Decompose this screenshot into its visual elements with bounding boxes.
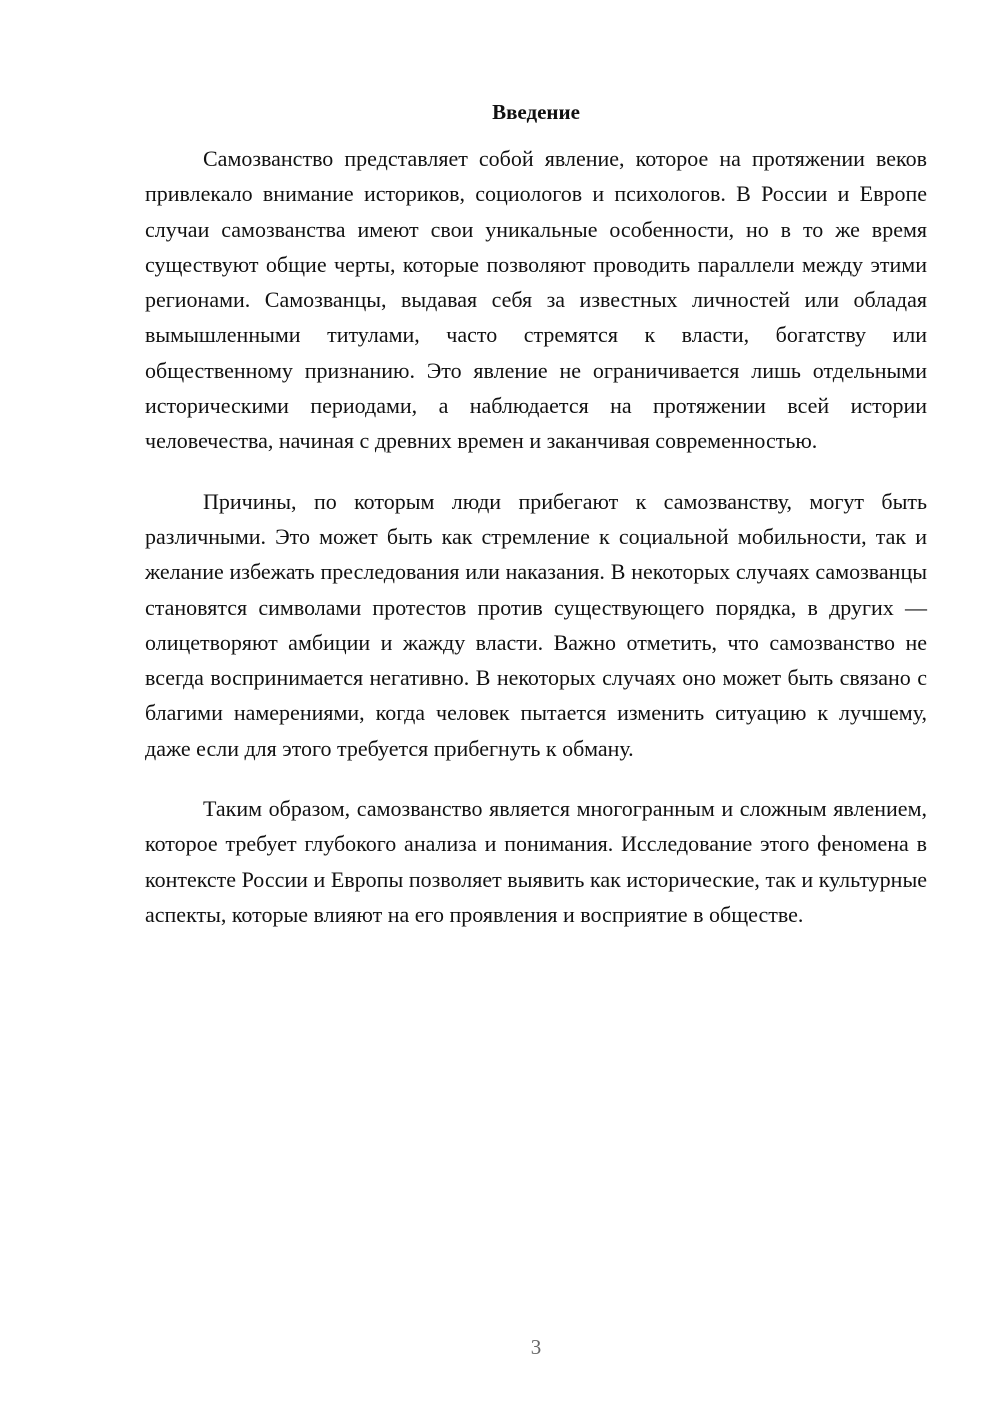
paragraph-3: Таким образом, самозванство является многогранным и сложным явлением, которое требует глубокого анализа и понимания. Исследование этого феномена в контексте России и Европы позволяет выявить как исторические, так и культурные аспекты, которые влияют на его проявления и восприятие в обществе. bbox=[145, 796, 927, 927]
paragraph-2: Причины, по которым люди прибегают к самозванству, могут быть различными. Это может быть как стремление к социальной мобильности, так и желание избежать преследования или наказания. В некоторых случаях самозванцы становятся символами протестов против существующего порядка, в других — олицетворяют амбиции и жажду власти. Важно отметить, что самозванство не всегда воспринимается негативно. В некоторых случаях оно может быть связано с благими намерениями, когда человек пытается изменить ситуацию к лучшему, даже если для этого требуется прибегнуть к обману. bbox=[145, 488, 927, 761]
body-text bbox=[145, 141, 927, 957]
page-number: 3 bbox=[530, 1335, 542, 1359]
paragraph-1: Самозванство представляет собой явление, которое на протяжении веков привлекало внимание историков, социологов и психологов. В России и Европе случаи самозванства имеют свои уникальные особенности, но в то же время существуют общие черты, которые позволяют проводить параллели между этими регионами. Самозванцы, выдавая себя за известных личностей или обладая вымышленными титулами, часто стремятся к власти, богатству или общественному признанию. Это явление не ограничивается лишь отдельными историческими периодами, а наблюдается на протяжении всей истории человечества, начиная с древних времен и заканчивая современностью. bbox=[145, 146, 927, 454]
section-heading: Введение bbox=[492, 100, 580, 124]
